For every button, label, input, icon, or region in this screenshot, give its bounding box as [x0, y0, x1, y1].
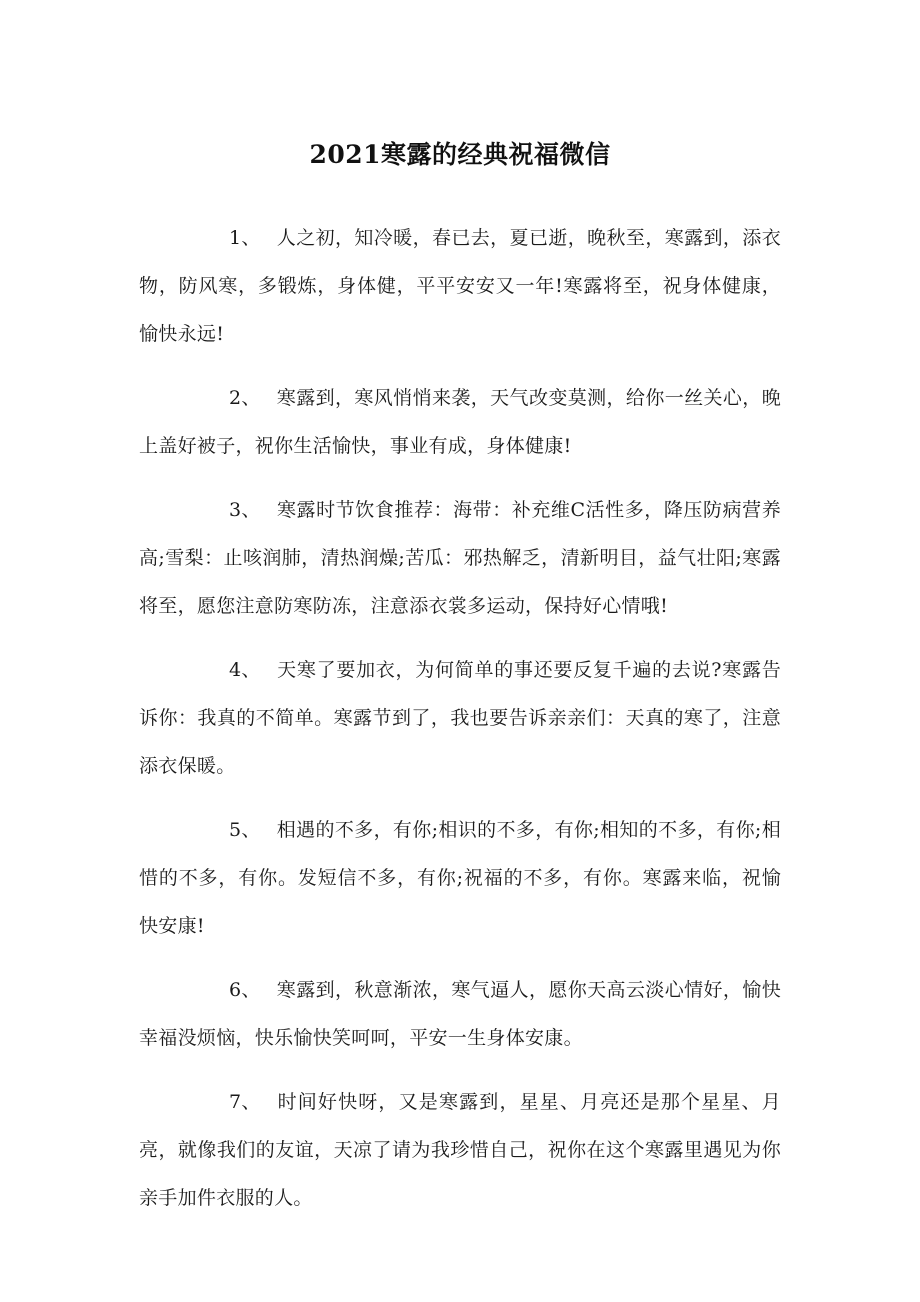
item-number: 7、	[229, 1091, 261, 1113]
item-number: 3、	[229, 499, 261, 521]
list-item	[139, 966, 781, 1062]
list-item	[139, 646, 781, 790]
item-number: 1、	[229, 227, 261, 249]
item-number: 5、	[229, 819, 261, 841]
item-text: 时间好快呀，又是寒露到，星星、月亮还是那个星星、月亮，就像我们的友谊，天凉了请为我珍惜自己，祝你在这个寒露里遇见为你亲手加件衣服的人。	[139, 1091, 781, 1209]
item-text: 寒露到，寒风悄悄来袭，天气改变莫测，给你一丝关心，晚上盖好被子，祝你生活愉快，事业有成，身体健康!	[139, 387, 781, 457]
document-body	[139, 214, 781, 1238]
item-number: 4、	[229, 659, 261, 681]
item-number: 6、	[229, 979, 261, 1001]
document-title: 2021寒露的经典祝福微信	[309, 139, 611, 169]
item-number: 2、	[229, 387, 261, 409]
item-text: 寒露时节饮食推荐：海带：补充维C活性多，降压防病营养高;雪梨：止咳润肺，清热润燥;苦瓜：邪热解乏，清新明目，益气壮阳;寒露将至，愿您注意防寒防冻，注意添衣裳多运动，保持好心情哦!	[139, 499, 781, 617]
list-item	[139, 806, 781, 950]
item-text: 相遇的不多，有你;相识的不多，有你;相知的不多，有你;相惜的不多，有你。发短信不多，有你;祝福的不多，有你。寒露来临，祝愉快安康!	[139, 819, 781, 937]
list-item	[139, 1078, 781, 1222]
list-item	[139, 214, 781, 358]
list-item	[139, 374, 781, 470]
item-text: 寒露到，秋意渐浓，寒气逼人，愿你天高云淡心情好，愉快幸福没烦恼，快乐愉快笑呵呵，平安一生身体安康。	[139, 979, 781, 1049]
item-text: 人之初，知冷暖，春已去，夏已逝，晚秋至，寒露到，添衣物，防风寒，多锻炼，身体健，平平安安又一年!寒露将至，祝身体健康，愉快永远!	[139, 227, 781, 345]
item-text: 天寒了要加衣，为何简单的事还要反复千遍的去说?寒露告诉你：我真的不简单。寒露节到了，我也要告诉亲亲们：天真的寒了，注意添衣保暖。	[139, 659, 781, 777]
list-item	[139, 486, 781, 630]
